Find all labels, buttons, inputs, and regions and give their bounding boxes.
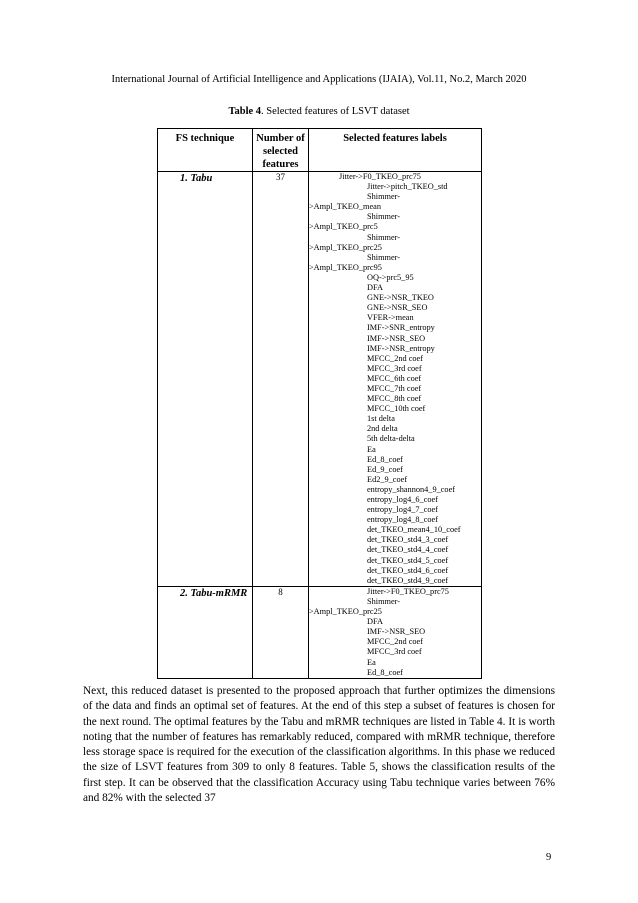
feature-label: Ea bbox=[367, 657, 376, 667]
feature-label: entropy_shannon4_9_coef bbox=[367, 484, 456, 494]
feature-label: MFCC_3rd coef bbox=[367, 647, 422, 657]
feature-label: Ed_9_coef bbox=[367, 464, 403, 474]
feature-label: GNE->NSR_SEO bbox=[367, 303, 428, 313]
feature-label: Shimmer- bbox=[367, 232, 401, 242]
feature-label: Ea bbox=[367, 444, 376, 454]
feature-label: 1st delta bbox=[367, 414, 395, 424]
feature-label: entropy_log4_7_coef bbox=[367, 505, 438, 515]
feature-label: Shimmer- bbox=[367, 212, 401, 222]
feature-label: Jitter->pitch_TKEO_std bbox=[367, 182, 448, 192]
feature-label: DFA bbox=[367, 283, 383, 293]
feature-label: >Ampl_TKEO_prc5 bbox=[309, 222, 378, 232]
feature-label: >Ampl_TKEO_prc25 bbox=[309, 607, 382, 617]
header-fs-technique: FS technique bbox=[158, 129, 253, 172]
feature-label: Ed2_9_coef bbox=[367, 474, 408, 484]
feature-label: entropy_log4_6_coef bbox=[367, 495, 438, 504]
feature-label: det_TKEO_std4_4_coef bbox=[367, 545, 449, 555]
feature-label: det_TKEO_std4_9_coef bbox=[367, 575, 449, 585]
feature-label: entropy_log4_8_coef bbox=[367, 515, 438, 525]
feature-label: 5th delta-delta bbox=[367, 434, 415, 444]
features-cell bbox=[309, 172, 482, 587]
header-number-selected: Number of selected features bbox=[253, 129, 309, 172]
feature-label: Shimmer- bbox=[367, 192, 401, 202]
feature-label: >Ampl_TKEO_prc95 bbox=[309, 262, 382, 272]
feature-label: GNE->NSR_TKEO bbox=[367, 293, 434, 303]
feature-label: MFCC_3rd coef bbox=[367, 363, 422, 373]
table-row-tabu bbox=[158, 172, 482, 587]
feature-label: IMF->SNR_entropy bbox=[367, 323, 435, 333]
feature-label: OQ->prc5_95 bbox=[367, 272, 414, 282]
table-header-row bbox=[158, 129, 482, 172]
count-cell: 37 bbox=[253, 172, 309, 587]
feature-label: VFER->mean bbox=[367, 313, 414, 323]
feature-label: det_TKEO_std4_5_coef bbox=[367, 555, 449, 565]
technique-cell: 2. Tabu-mRMR bbox=[158, 586, 253, 678]
feature-label: MFCC_2nd coef bbox=[367, 353, 424, 363]
feature-label: Jitter->F0_TKEO_prc75 bbox=[339, 172, 421, 181]
feature-label: Jitter->F0_TKEO_prc75 bbox=[367, 586, 449, 596]
feature-label: MFCC_6th coef bbox=[367, 373, 422, 383]
table-caption-text: . Selected features of LSVT dataset bbox=[261, 106, 410, 117]
feature-label: IMF->NSR_SEO bbox=[367, 627, 426, 637]
table-caption bbox=[0, 106, 638, 117]
feature-label: DFA bbox=[367, 617, 383, 627]
running-header: International Journal of Artificial Intelligence and Applications (IJAIA), Vol.11, No.2, March 2020 bbox=[111, 74, 527, 85]
technique-cell: 1. Tabu bbox=[158, 172, 253, 587]
features-cell bbox=[309, 586, 482, 678]
feature-label: det_TKEO_mean4_10_coef bbox=[367, 525, 461, 535]
feature-label: IMF->NSR_entropy bbox=[367, 343, 435, 353]
feature-label: >Ampl_TKEO_mean bbox=[309, 202, 381, 212]
table-row-tabu-mrmr bbox=[158, 586, 482, 678]
feature-label: 2nd delta bbox=[367, 424, 398, 434]
page-number: 9 bbox=[546, 852, 552, 863]
feature-label: MFCC_2nd coef bbox=[367, 637, 424, 647]
table-caption-label: Table 4 bbox=[228, 106, 262, 117]
feature-label: Ed_8_coef bbox=[367, 667, 403, 677]
features-table bbox=[157, 128, 482, 679]
feature-label: >Ampl_TKEO_prc25 bbox=[309, 242, 382, 252]
body-paragraph: Next, this reduced dataset is presented to the proposed approach that further optimizes the dimensions of the data and finds an optimal set of features. At the end of this step a subset of features is chosen for the next round. The optimal features by the Tabu and mRMR techniques are listed in Table 4. It is worth noting that the number of features has remarkably reduced, compared with mRMR technique, therefore less storage space is required for the execution of the classification algorithms. In this phase we reduced the size of LSVT features from 309 to only 8 features. Table 5, shows the classification results of the first step. It can be observed that the classification Accuracy using Tabu technique varies between 76% and 82% with the selected 37 bbox=[83, 685, 555, 805]
header-feature-labels: Selected features labels bbox=[309, 129, 482, 172]
feature-label: MFCC_7th coef bbox=[367, 383, 422, 393]
feature-label: det_TKEO_std4_6_coef bbox=[367, 565, 449, 575]
feature-label: det_TKEO_std4_3_coef bbox=[367, 535, 449, 545]
feature-label: IMF->NSR_SEO bbox=[367, 333, 426, 343]
feature-label: MFCC_8th coef bbox=[367, 394, 422, 404]
count-cell: 8 bbox=[253, 586, 309, 678]
feature-label: Ed_8_coef bbox=[367, 454, 403, 464]
feature-label: Shimmer- bbox=[367, 252, 401, 262]
feature-label: MFCC_10th coef bbox=[367, 404, 426, 414]
feature-label: Shimmer- bbox=[367, 596, 401, 606]
